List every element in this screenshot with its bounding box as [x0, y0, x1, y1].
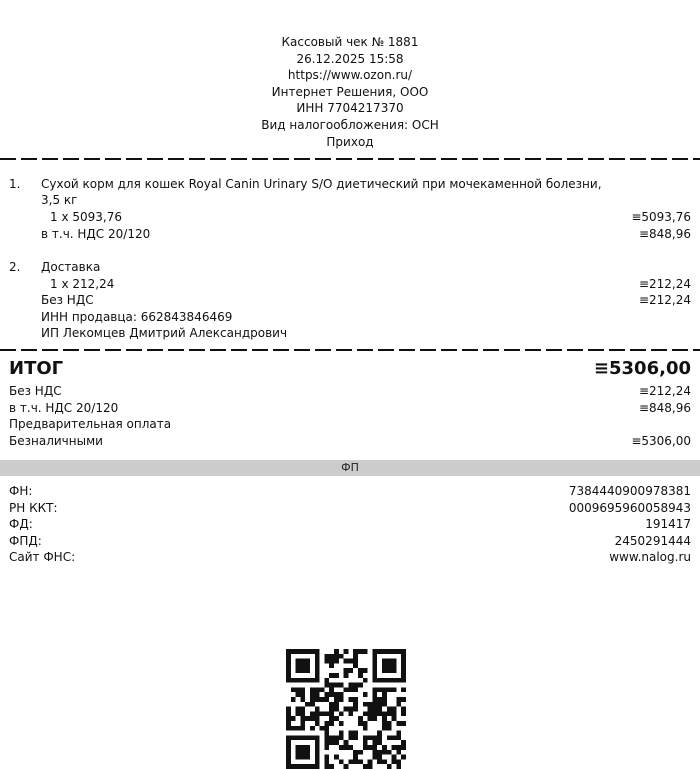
item-vat-value: ≡212,24 [638, 293, 691, 307]
fiscal-value: 191417 [645, 517, 691, 531]
total-row-label: Безналичными [9, 434, 103, 448]
fiscal-label: ФПД: [9, 534, 42, 548]
item-name: Сухой корм для кошек Royal Canin Urinary S/O диетический при мочекаменной болезни, [41, 177, 602, 191]
fiscal-label: ФД: [9, 517, 33, 531]
total-row-label: в т.ч. НДС 20/120 [9, 401, 119, 415]
fiscal-value: www.nalog.ru [609, 550, 691, 564]
fp-section-header: ФП [0, 460, 700, 476]
fiscal-label: РН ККТ: [9, 501, 58, 515]
item-number: 2. [9, 260, 21, 274]
company-inn: ИНН 7704217370 [296, 101, 404, 116]
item-name: Доставка [41, 260, 101, 274]
receipt-datetime: 26.12.2025 15:58 [296, 51, 404, 66]
item-name-cont: 3,5 кг [41, 193, 78, 207]
item-qty-price: 1 x 212,24 [50, 277, 115, 291]
seller-url: https://www.ozon.ru/ [287, 68, 413, 83]
seller-inn: ИНН продавца: 662843846469 [41, 310, 233, 324]
divider [0, 349, 700, 351]
fiscal-label: Сайт ФНС: [9, 550, 76, 564]
receipt-title: Кассовый чек № 1881 [281, 35, 419, 49]
total-row-value: ≡212,24 [638, 384, 691, 398]
item-qty-price: 1 x 5093,76 [50, 210, 122, 224]
receipt-header [0, 34, 700, 150]
total-row-value: ≡848,96 [638, 401, 691, 415]
qr-code-icon [286, 649, 406, 769]
total-row-value: ≡5306,00 [631, 434, 691, 448]
total-row-label: Без НДС [9, 384, 62, 398]
item-vat-value: ≡848,96 [638, 227, 691, 241]
fiscal-value: 2450291444 [614, 534, 691, 548]
item-sum: ≡212,24 [638, 277, 691, 291]
operation-type: Приход [326, 134, 374, 149]
divider [0, 158, 700, 160]
tax-system: Вид налогообложения: ОСН [261, 117, 439, 132]
company-name: Интернет Решения, ООО [271, 84, 429, 99]
item-number: 1. [9, 177, 21, 191]
seller-name: ИП Лекомцев Дмитрий Александрович [41, 326, 288, 340]
item-vat-label: Без НДС [41, 293, 94, 307]
item-vat-label: в т.ч. НДС 20/120 [41, 227, 151, 241]
item-sum: ≡5093,76 [631, 210, 691, 224]
fiscal-value: 0009695960058943 [568, 501, 691, 515]
total-row-label: Предварительная оплата [9, 417, 172, 431]
total-label: ИТОГ [9, 358, 64, 379]
fiscal-label: ФН: [9, 484, 33, 498]
fiscal-value: 7384440900978381 [568, 484, 691, 498]
total-value: ≡5306,00 [593, 358, 691, 379]
